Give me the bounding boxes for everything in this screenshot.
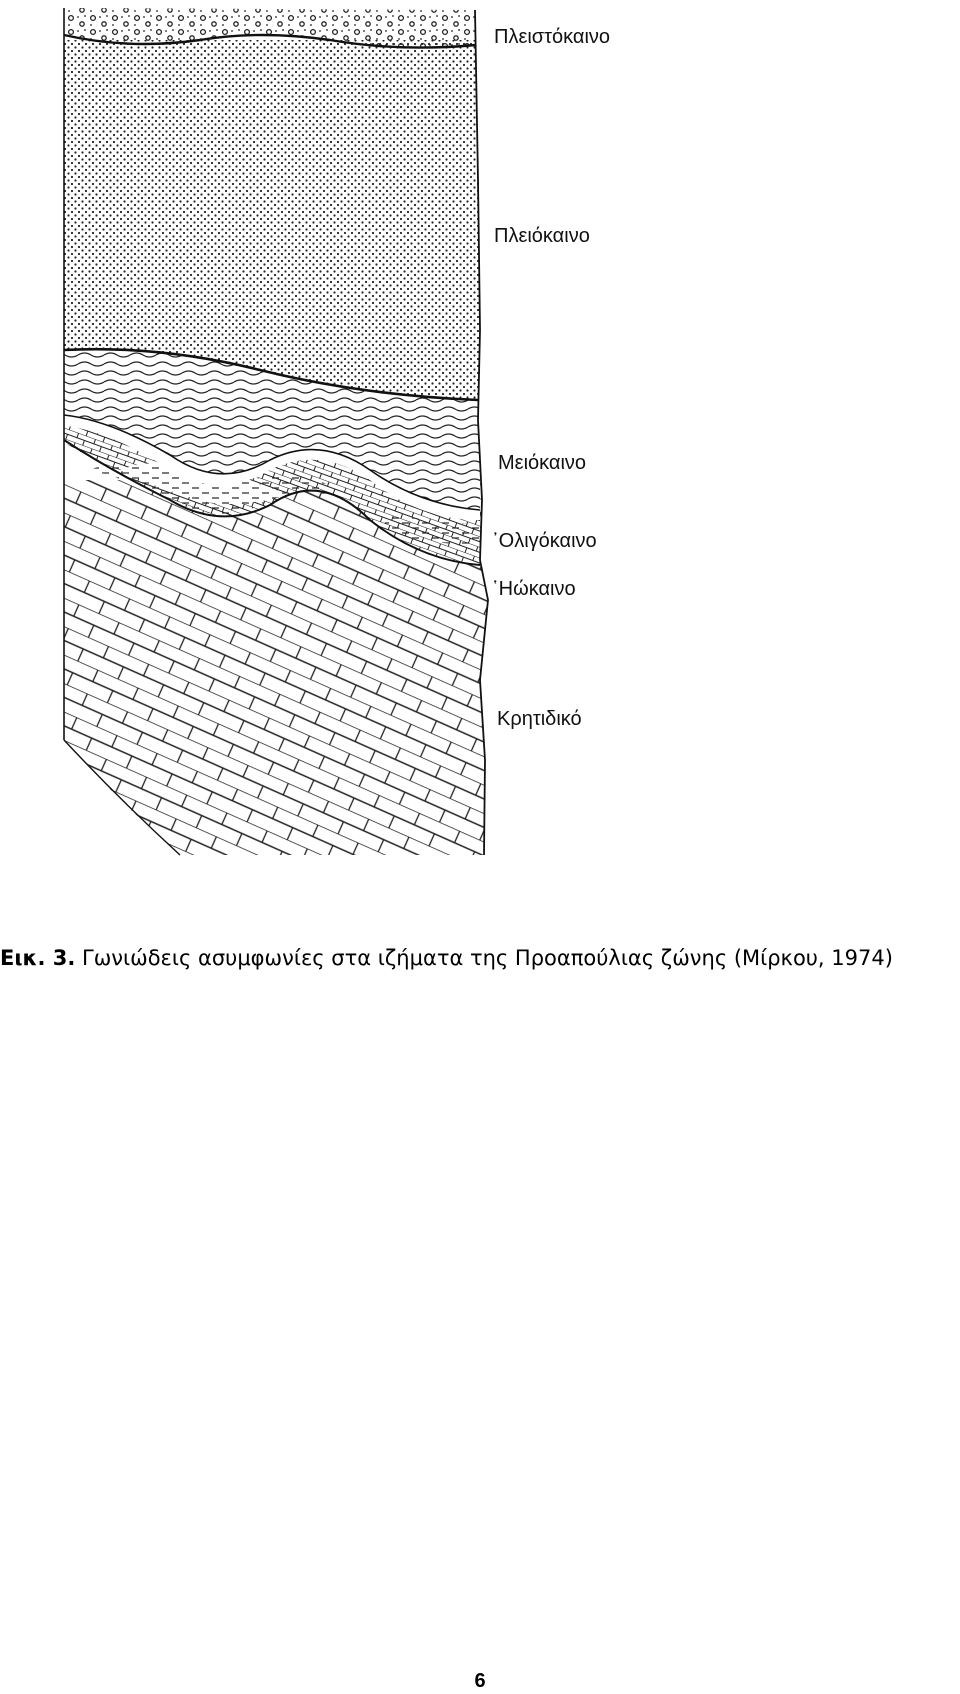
page-number: 6 — [474, 1670, 486, 1692]
layer-label-miocene: Μειόκαινο — [498, 452, 587, 474]
layer-label-oligocene: ᾿Ολιγόκαινο — [492, 530, 597, 552]
layer-label-cretaceous: Κρητιδικό — [497, 708, 582, 730]
caption-text: Γωνιώδεις ασυμφωνίες στα ιζήματα της Προαπούλιας ζώνης (Μίρκου, 1974) — [75, 946, 893, 970]
caption-label: Εικ. 3. — [0, 946, 76, 970]
layer-label-eocene: ῾Ηώκαινο — [492, 578, 576, 600]
layer-label-pleistocene: Πλειστόκαινο — [494, 26, 611, 48]
layer-label-pliocene: Πλειόκαινο — [494, 225, 590, 247]
figure-caption — [0, 946, 960, 970]
